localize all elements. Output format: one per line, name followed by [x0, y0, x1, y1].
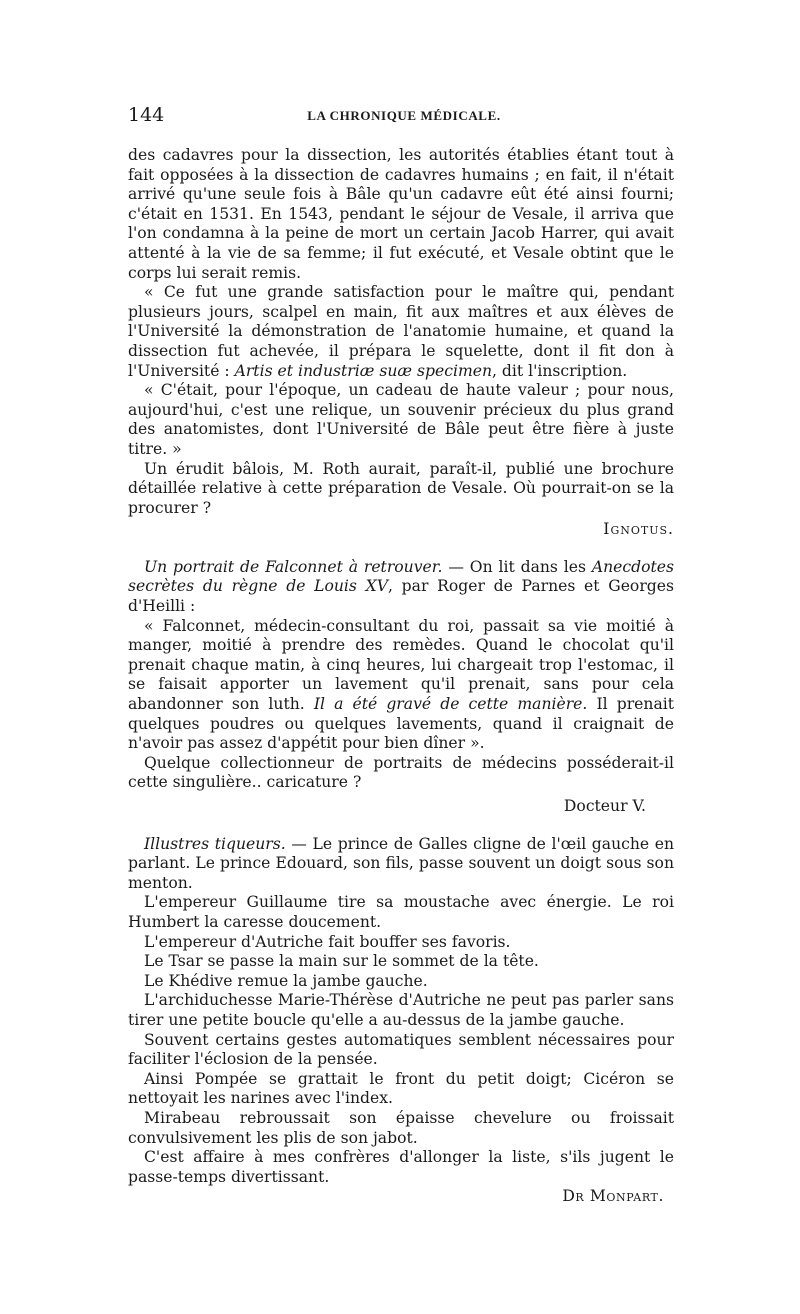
- signature-docteur-v: Docteur V.: [563, 797, 646, 815]
- text-run: — On lit dans les: [442, 557, 592, 576]
- paragraph-falconnet-1: [128, 558, 674, 617]
- text-run: , par Roger de Parnes et Georges d'Heilli :: [128, 577, 674, 616]
- paragraph-vesale-3: « C'était, pour l'époque, un cadeau de haute valeur ; pour nous, aujourd'hui, c'est une relique, un souvenir précieux du plus grand des anatomistes, dont l'Université de Bâle peut être fière à juste titre. »: [128, 381, 674, 458]
- text-run: « Ce fut une grande satisfaction pour le maître qui, pendant plusieurs jours, scalpel en main, fit aux maîtres et aux élèves de l'Université la démonstration de l'anatomie humaine, et quand la dissection fut achevée, il prépara le squelette, dont il fit don à l'Université :: [128, 283, 674, 380]
- paragraph-tiqueurs-8: Ainsi Pompée se grattait le front du petit doigt; Cicéron se nettoyait les narines avec l'index.: [128, 1069, 674, 1108]
- section-divider: [128, 817, 674, 835]
- latin-inscription: Artis et industriæ suæ specimen: [234, 361, 493, 380]
- paragraph-falconnet-3: Quelque collectionneur de portraits de médecins posséderait-il cette singulière.. caricature ?: [128, 753, 674, 792]
- paragraph-tiqueurs-7: Souvent certains gestes automatiques semblent nécessaires pour faciliter l'éclosion de la pensée.: [128, 1030, 674, 1069]
- paragraph-tiqueurs-1: [128, 835, 674, 894]
- paragraph-vesale-2: [128, 283, 674, 381]
- paragraph-tiqueurs-6: L'archiduchesse Marie-Thérèse d'Autriche ne peut pas parler sans tirer une petite boucle qu'elle a au-dessus de la jambe gauche.: [128, 991, 674, 1029]
- text-run: — Le prince de Galles cligne de l'œil gauche en parlant. Le prince Edouard, son fils, passe souvent un doigt sous son menton.: [128, 834, 674, 892]
- signature-ignotus: Ignotus.: [603, 520, 674, 539]
- text-run: , dit l'inscription.: [492, 361, 628, 380]
- section-title-tiqueurs: Illustres tiqueurs.: [144, 834, 286, 853]
- engraving-note: Il a été gravé de cette manière.: [313, 695, 588, 714]
- paragraph-tiqueurs-3: L'empereur d'Autriche fait bouffer ses favoris.: [144, 932, 511, 951]
- page-header: [128, 104, 680, 134]
- paragraph-tiqueurs-9: Mirabeau rebroussait son épaisse chevelure ou froissait convulsivement les plis de son jabot.: [128, 1108, 674, 1147]
- page-number: 144: [128, 104, 165, 126]
- book-title: Anecdotes secrètes du règne de Louis XV: [128, 557, 675, 596]
- paragraph-vesale-1: des cadavres pour la dissection, les autorités établies étant tout à fait opposées à la dissection de cadavres humains ; en fait, il n'était arrivé qu'une seule fois à Bâle qu'un cadavre eût été ainsi fourni; c'était en 1531. En 1543, pendant le séjour de Vesale, il arriva que l'on condamna à la peine de mort un certain Jacob Harrer, qui avait attenté à la vie de sa femme; il fut exécuté, et Vesale obtint que le corps lui serait remis.: [128, 146, 674, 282]
- section-divider: [128, 540, 674, 558]
- running-title: LA CHRONIQUE MÉDICALE.: [307, 108, 501, 123]
- paragraph-tiqueurs-4: Le Tsar se passe la main sur le sommet de la tête.: [144, 952, 539, 971]
- paragraph-tiqueurs-10: C'est affaire à mes confrères d'allonger la liste, s'ils jugent le passe-temps divertissant.: [128, 1148, 674, 1186]
- signature-monpart: Dr Monpart.: [562, 1187, 664, 1206]
- text-run: Il prenait quelques poudres ou quelques lavements, quand il craignait de n'avoir pas assez d'appétit pour bien dîner ».: [128, 695, 674, 753]
- paragraph-falconnet-2: [128, 617, 674, 754]
- text-run: « Falconnet, médecin-consultant du roi, passait sa vie moitié à manger, moitié à prendre des remèdes. Quand le chocolat qu'il prenait chaque matin, à cinq heures, lui chargeait trop l'estomac, il se faisait apporter un lavement qu'il prenait, sans pour cela abandonner son luth.: [128, 616, 674, 714]
- paragraph-tiqueurs-5: Le Khédive remue la jambe gauche.: [144, 971, 428, 990]
- paragraph-vesale-4: Un érudit bâlois, M. Roth aurait, paraît-il, publié une brochure détaillée relative à cette préparation de Vesale. Où pourrait-on se la procurer ?: [128, 459, 674, 517]
- paragraph-tiqueurs-2: L'empereur Guillaume tire sa moustache avec énergie. Le roi Humbert la caresse doucement.: [128, 893, 674, 931]
- section-title-falconnet: Un portrait de Falconnet à retrouver.: [144, 557, 443, 576]
- article-body: [128, 146, 674, 1207]
